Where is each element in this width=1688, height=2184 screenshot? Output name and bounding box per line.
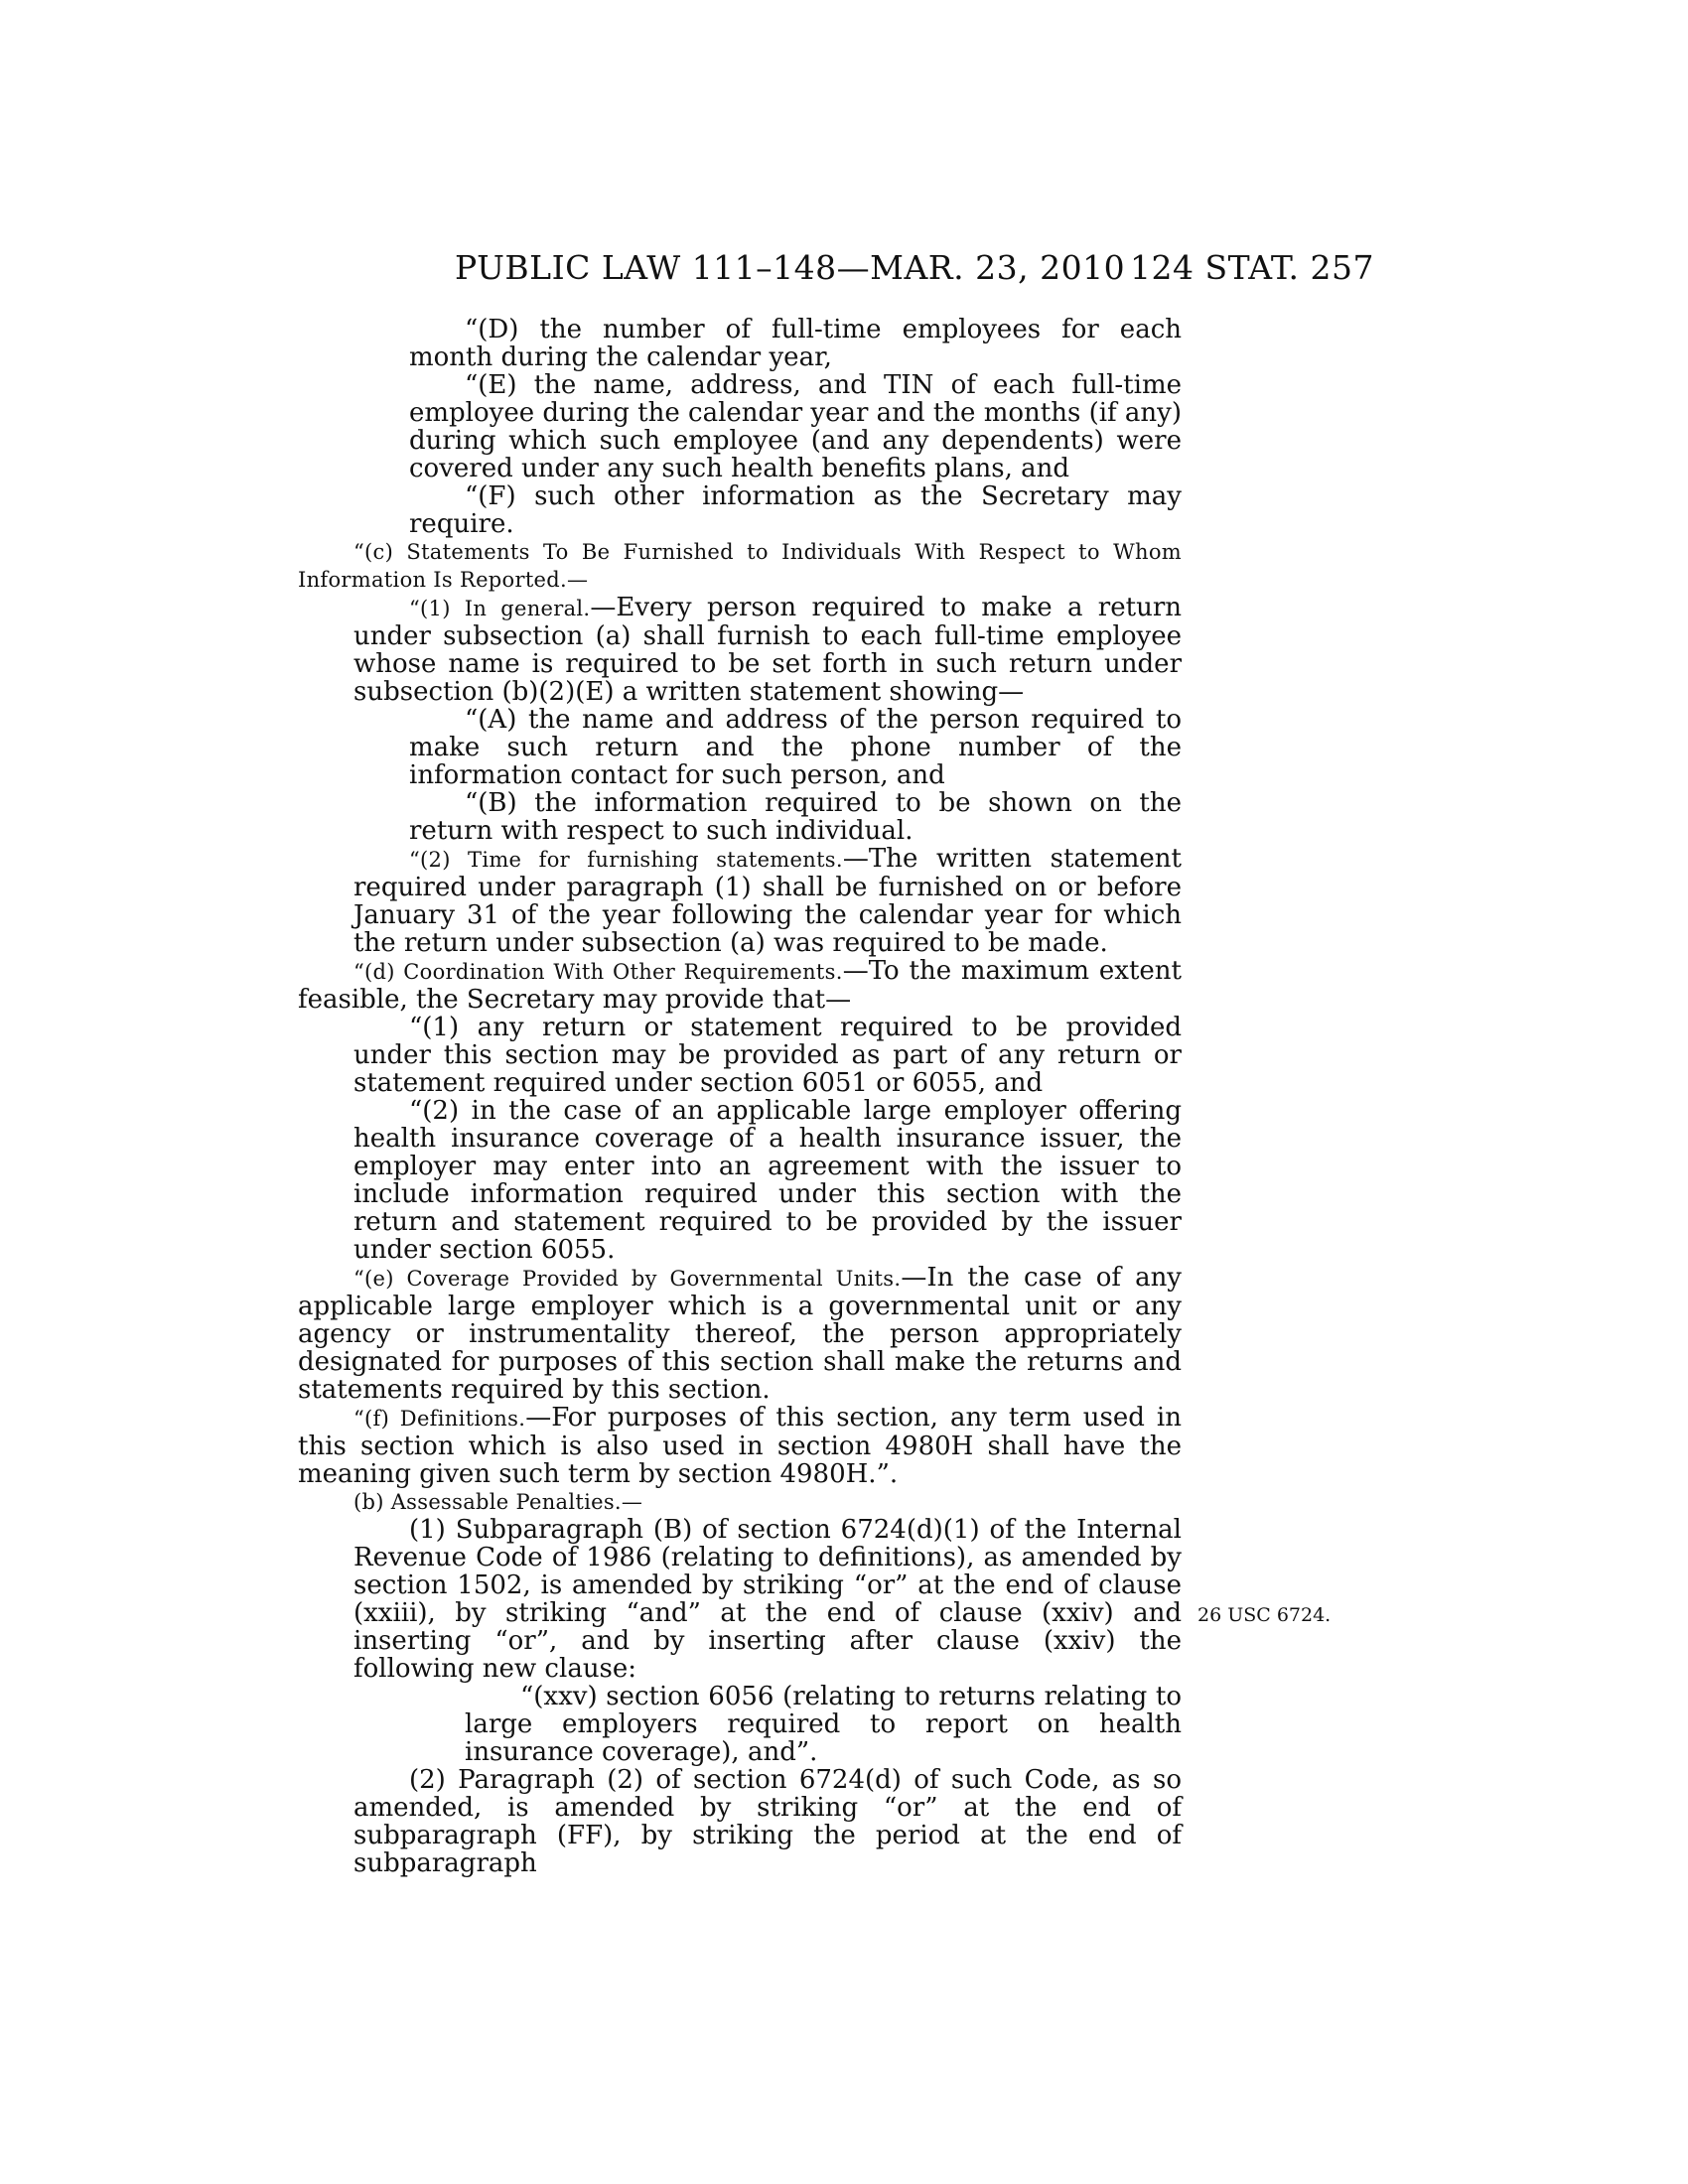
public-law-title: PUBLIC LAW 111–148—MAR. 23, 2010 [455, 248, 1126, 287]
section-b-heading: (b) Assessable Penalties.— [353, 1490, 643, 1514]
subsection-d-text: —To the maximum extent feasible, the Secretary may provide that— [298, 956, 1182, 1015]
paragraph-d2: “(2) in the case of an applicable large employer offering health insurance coverage of a health insurance issuer, the employer may enter into an agreement with the issuer to include information required under this section with the return and statement required to be provided by the issuer under section 6055. [353, 1096, 1182, 1265]
paragraph-b2: (2) Paragraph (2) of section 6724(d) of such Code, as so amended, is amended by striking “or” at the end of subparagraph (FF), by striking the period at the end of subparagraph [353, 1765, 1182, 1878]
paragraph-c2-text: —The written statement required under paragraph (1) shall be furnished on or before January 31 of the year following the calendar year for which the return under subsection (a) was required to be made. [353, 844, 1182, 958]
statute-page-number: 124 STAT. 257 [1130, 248, 1374, 287]
paragraph-d: “(D) the number of full-time employees for each month during the calendar year, [409, 315, 1182, 372]
paragraph-c1a: “(A) the name and address of the person required to make such return and the phone number of the information contact for such person, and [409, 705, 1182, 790]
subsection-f-text: —For purposes of this section, any term used in this section which is also used in section 4980H shall have the meaning given such term by section 4980H.”. [298, 1403, 1182, 1489]
paragraph-f: “(F) such other information as the Secretary may require. [409, 481, 1182, 539]
subsection-e-heading: “(e) Coverage Provided by Governmental Units. [353, 1267, 902, 1291]
margin-citation: 26 USC 6724. [1197, 1604, 1332, 1626]
paragraph-c1 [298, 594, 1182, 706]
document-body [298, 316, 1182, 1877]
subsection-e-text: —In the case of any applicable large employer which is a governmental unit or any agency or instrumentality thereof, the person appropriately designated for purposes of this section shall make the returns and statements required by this section. [298, 1263, 1182, 1405]
paragraph-d1: “(1) any return or statement required to be provided under this section may be provided as part of any return or statement required under section 6051 or 6055, and [353, 1013, 1182, 1098]
subsection-d-heading: “(d) Coordination With Other Requirements. [353, 960, 843, 984]
subsection-c-heading: “(c) Statements To Be Furnished to Individuals With Respect to Whom Information Is Reported.— [298, 540, 1182, 592]
subsection-d [298, 957, 1182, 1014]
paragraph-c1-heading: “(1) In general. [409, 597, 591, 620]
paragraph-c2-heading: “(2) Time for furnishing statements. [409, 848, 843, 872]
paragraph-c1b: “(B) the information required to be shown on the return with respect to such individual. [409, 788, 1182, 846]
clause-xxv: “(xxv) section 6056 (relating to returns relating to large employers required to report on health insurance coverage), and”. [465, 1682, 1182, 1767]
page-header [0, 248, 1688, 288]
paragraph-c2 [298, 845, 1182, 957]
subsection-f [298, 1404, 1182, 1488]
paragraph-c1-text: —Every person required to make a return under subsection (a) shall furnish to each full-time employee whose name is required to be set forth in such return under subsection (b)(2)(E) a written statement showing— [353, 593, 1182, 707]
paragraph-b1: (1) Subparagraph (B) of section 6724(d)(1) of the Internal Revenue Code of 1986 (relating to definitions), as amended by section 1502, is amended by striking “or” at the end of clause (xxiii), by striking “and” at the end of clause (xxiv) and inserting “or”, and by inserting after clause (xxiv) the following new clause: [353, 1515, 1182, 1684]
subsection-e [298, 1264, 1182, 1404]
subsection-f-heading: “(f) Definitions. [353, 1407, 526, 1431]
paragraph-e: “(E) the name, address, and TIN of each full-time employee during the calendar year and the months (if any) during which such employee (and any dependents) were covered under any such health benefits plans, and [409, 370, 1182, 483]
